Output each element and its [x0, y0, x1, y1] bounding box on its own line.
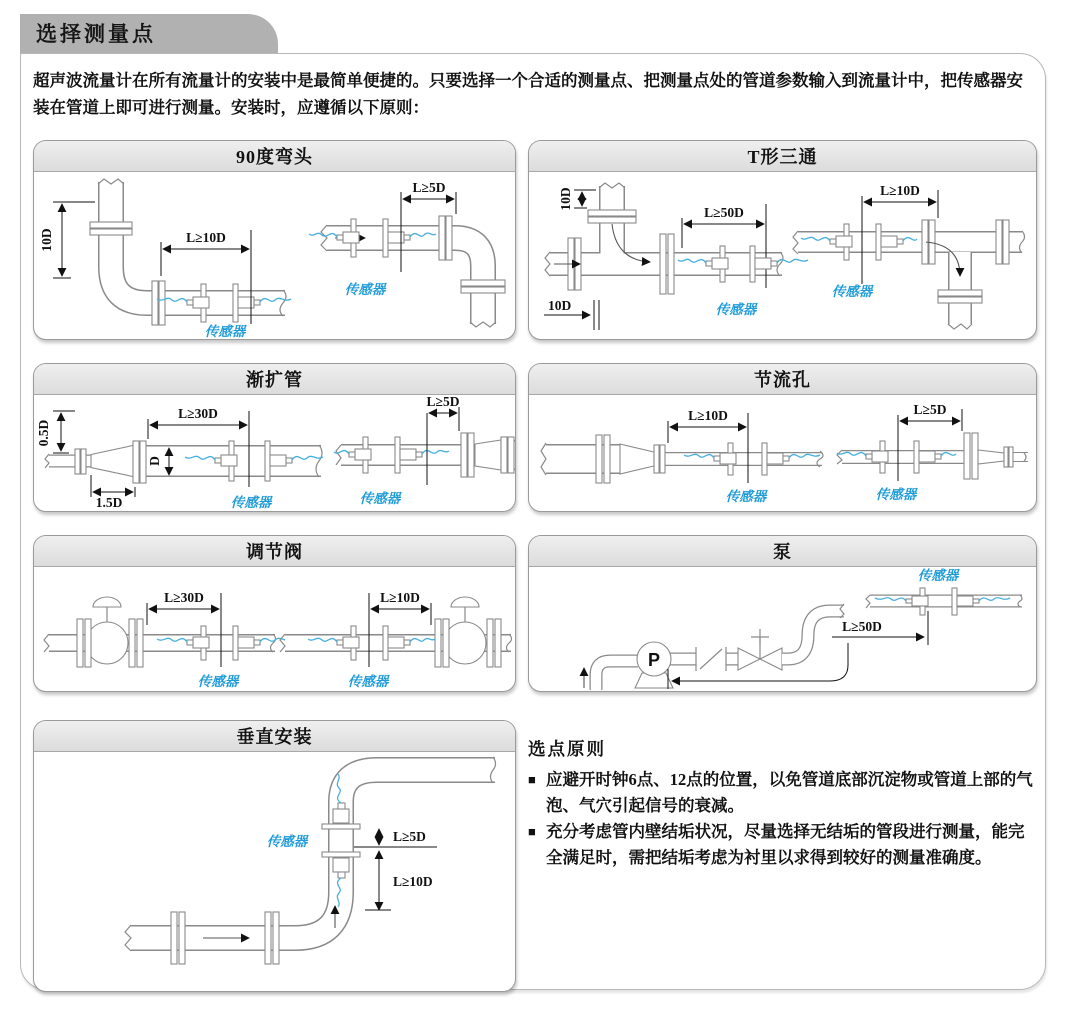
panel-tee	[528, 140, 1037, 340]
gate-valve-icon	[738, 629, 782, 670]
dim-label: L≥5D	[913, 402, 947, 417]
sensor-label: 传感器	[725, 489, 767, 504]
sensor-label: 传感器	[359, 491, 401, 506]
dim-label: L≥10D	[393, 874, 433, 889]
diagram-tee	[529, 172, 1036, 338]
intro-paragraph: 超声波流量计在所有流量计的安装中是最简单便捷的。只要选择一个合适的测量点、把测量点处的管道参数输入到流量计中，把传感器安装在管道上即可进行测量。安装时，应遵循以下原则：	[33, 71, 1023, 117]
diagram-valve	[34, 567, 515, 690]
section-title: 选择测量点	[36, 23, 156, 46]
diagram-vertical	[34, 752, 515, 990]
panel-valve-title: 调节阀	[246, 542, 303, 562]
section-title-tab	[20, 14, 278, 54]
dim-label: L≥50D	[704, 205, 744, 220]
panel-expander-header	[34, 364, 515, 395]
bullet-square-icon: ■	[528, 824, 536, 840]
panel-orifice-header	[529, 364, 1036, 395]
panel-expander	[33, 363, 516, 512]
check-valve-icon	[700, 649, 722, 669]
panel-elbow90	[33, 140, 516, 340]
dim-label: L≥5D	[393, 829, 426, 844]
sensor-label: 传感器	[917, 568, 959, 583]
dim-label: L≥10D	[186, 230, 226, 245]
principle-text: 充分考虑管内壁结垢状况，尽量选择无结垢的管段进行测量，能完全满足时，需把结垢考虑为衬里以求得到较好的测量准确度。	[546, 822, 1025, 868]
dim-label: 10D	[558, 187, 573, 211]
dim-label: 10D	[548, 298, 572, 313]
panel-elbow90-header	[34, 141, 515, 172]
valve-body	[86, 622, 128, 664]
panel-orifice-title: 节流孔	[754, 370, 811, 390]
panel-vertical-header	[34, 721, 515, 752]
dim-label: L≥10D	[380, 590, 420, 605]
sensor-label: 传感器	[875, 487, 917, 502]
dim-label: L≥5D	[426, 395, 460, 409]
principles-block	[528, 736, 1036, 871]
panel-pump-header	[529, 536, 1036, 567]
panel-vertical-title: 垂直安装	[236, 727, 313, 747]
dim-label: 1.5D	[95, 495, 123, 510]
sensor-label: 传感器	[344, 282, 386, 297]
diagram-elbow90	[34, 172, 515, 338]
panel-valve-header	[34, 536, 515, 567]
panel-pump	[528, 535, 1037, 692]
bullet-square-icon: ■	[528, 772, 536, 787]
panel-orifice	[528, 363, 1037, 512]
panel-tee-header	[529, 141, 1036, 172]
principles-heading: 选点原则	[528, 739, 606, 759]
dim-label: 10D	[39, 228, 54, 252]
principle-text: 应避开时钟6点、12点的位置，以免管道底部沉淀物或管道上部的气泡、气穴引起信号的衰减。	[546, 770, 1033, 816]
sensor-label: 传感器	[230, 495, 272, 510]
principle-item	[528, 767, 1036, 819]
sensor-label: 传感器	[831, 284, 873, 299]
principle-item	[528, 819, 1036, 871]
sensor-label: 传感器	[715, 302, 757, 317]
dim-label: L≥10D	[880, 183, 920, 198]
dim-label: L≥5D	[412, 180, 446, 195]
sensor-label: 传感器	[197, 674, 239, 689]
valve-body	[444, 622, 486, 664]
dim-label: L≥10D	[688, 408, 728, 423]
dim-label: L≥50D	[842, 619, 882, 634]
panel-valve	[33, 535, 516, 692]
sensor-label: 传感器	[204, 324, 246, 338]
sensor-label: 传感器	[266, 834, 308, 849]
pump-letter: P	[647, 650, 661, 670]
panel-expander-title: 渐扩管	[246, 370, 303, 390]
dim-label: 0.5D	[36, 419, 51, 447]
dim-label: L≥30D	[164, 590, 204, 605]
valve-handle	[93, 597, 121, 607]
panel-vertical	[33, 720, 516, 992]
diagram-pump	[529, 567, 1036, 690]
diagram-expander	[34, 395, 515, 510]
panel-tee-title: T形三通	[747, 147, 818, 167]
sensor-label: 传感器	[347, 674, 389, 689]
panel-elbow90-title: 90度弯头	[236, 147, 313, 167]
valve-handle	[451, 597, 479, 607]
dim-label: D	[147, 456, 162, 466]
panel-pump-title: 泵	[773, 542, 792, 562]
diagram-orifice	[529, 395, 1036, 510]
dim-label: L≥30D	[178, 406, 218, 421]
